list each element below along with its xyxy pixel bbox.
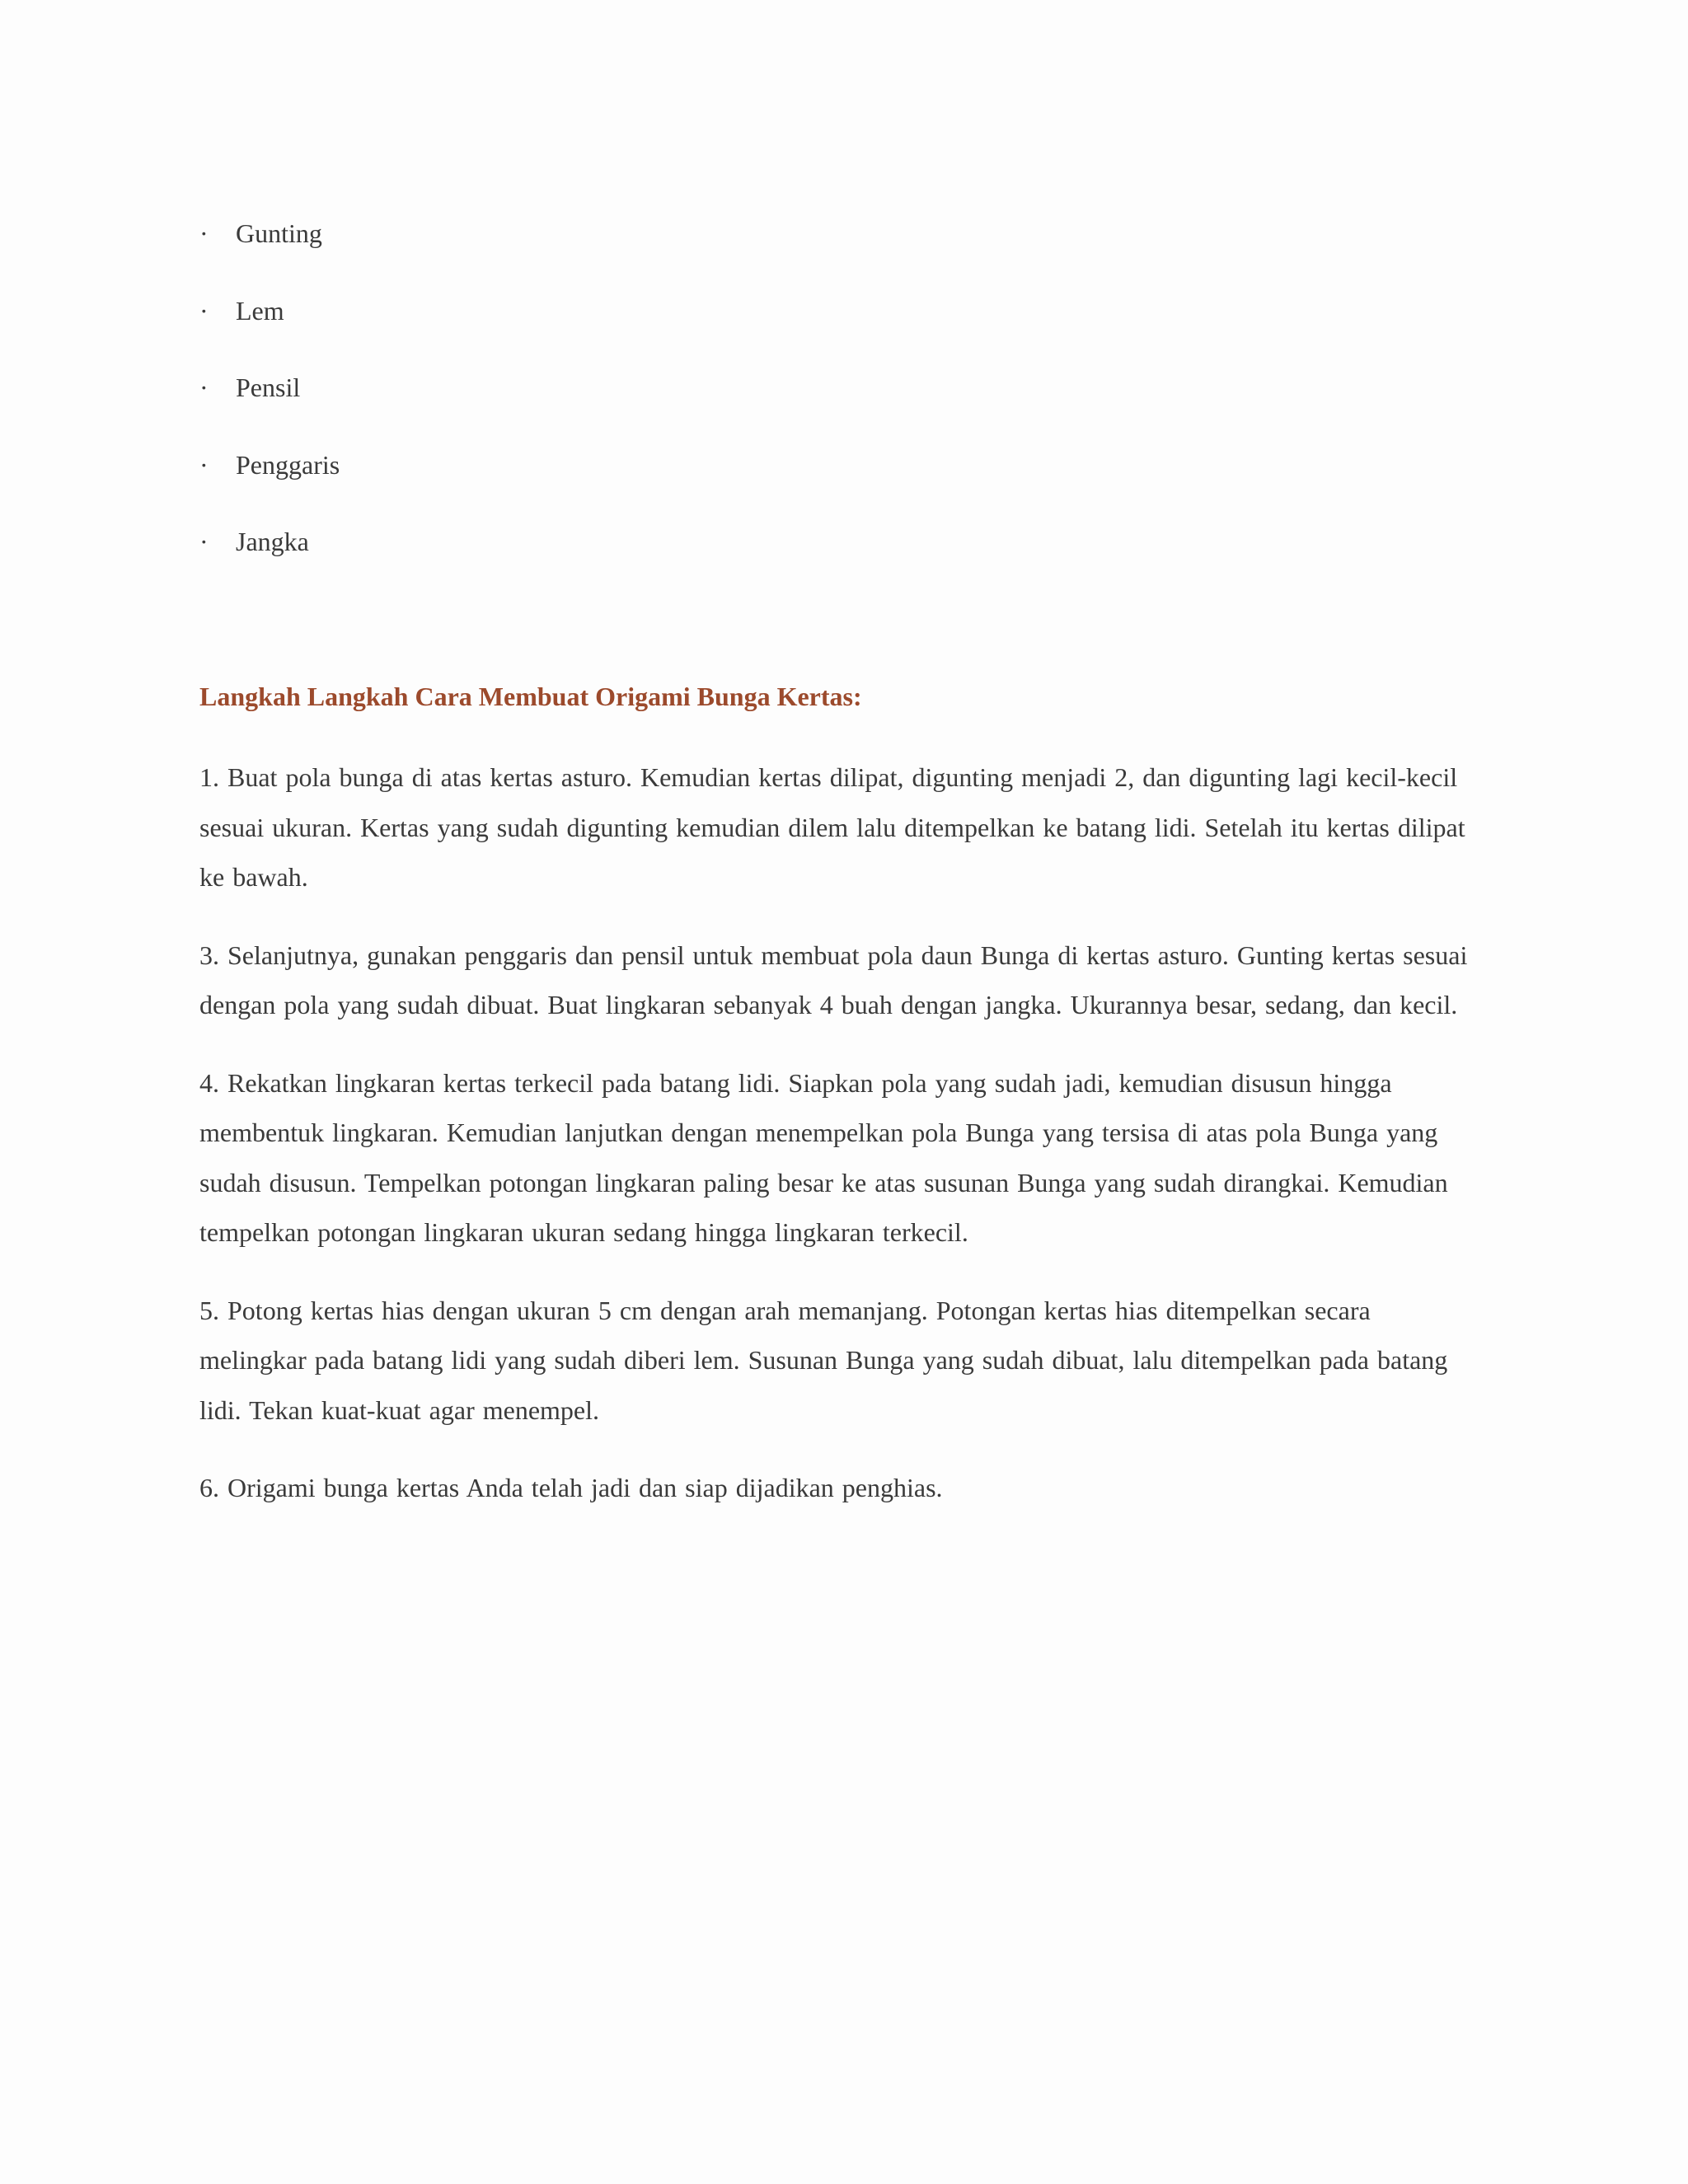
list-item-text: Gunting — [236, 218, 322, 248]
bullet-dot-icon: · — [199, 373, 209, 402]
list-item — [199, 444, 859, 522]
list-item-text: Penggaris — [236, 449, 340, 480]
step-paragraph: 5. Potong kertas hias dengan ukuran 5 cm dengan arah memanjang. Potongan kertas hias ditempelkan secara melingkar pada batang lidi yang sudah diberi lem. Susunan Bunga yang sudah dibuat, lalu ditempelkan pada batang lidi. Tekan kuat-kuat agar menempel. — [199, 1295, 1448, 1425]
step-paragraph: 1. Buat pola bunga di atas kertas asturo. Kemudian kertas dilipat, digunting menjadi 2, dan digunting lagi kecil-kecil sesuai ukuran. Kertas yang sudah digunting kemudian dilem lalu ditempelkan ke batang lidi. Setelah itu kertas dilipat ke bawah. — [199, 762, 1465, 892]
step-paragraph: 3. Selanjutnya, gunakan penggaris dan pensil untuk membuat pola daun Bunga di kertas asturo. Gunting kertas sesuai dengan pola yang sudah dibuat. Buat lingkaran sebanyak 4 buah dengan jangka. Ukurannya besar, sedang, dan kecil. — [199, 940, 1468, 1019]
bullet-dot-icon: · — [199, 218, 209, 248]
list-item — [199, 367, 859, 444]
step-paragraph: 6. Origami bunga kertas Anda telah jadi dan siap dijadikan penghias. — [199, 1473, 943, 1502]
list-item — [199, 290, 859, 368]
bullet-dot-icon: · — [199, 449, 209, 480]
list-item-text: Jangka — [236, 527, 309, 556]
bullet-dot-icon: · — [199, 527, 209, 556]
tools-list — [199, 213, 859, 598]
list-item-text: Lem — [236, 295, 284, 326]
bullet-dot-icon: · — [199, 295, 209, 326]
list-item-text: Pensil — [236, 373, 301, 402]
step-paragraph: 4. Rekatkan lingkaran kertas terkecil pada batang lidi. Siapkan pola yang sudah jadi, kemudian disusun hingga membentuk lingkaran. Kemudian lanjutkan dengan menempelkan pola Bunga yang tersisa di atas pola Bunga yang sudah disusun. Tempelkan potongan lingkaran paling besar ke atas susunan Bunga yang sudah dirangkai. Kemudian tempelkan potongan lingkaran ukuran sedang hingga lingkaran terkecil. — [199, 1067, 1448, 1247]
steps-list — [199, 752, 1485, 1541]
section-heading: Langkah Langkah Cara Membuat Origami Bunga Kertas: — [199, 682, 862, 711]
list-item — [199, 521, 859, 598]
list-item — [199, 213, 859, 290]
